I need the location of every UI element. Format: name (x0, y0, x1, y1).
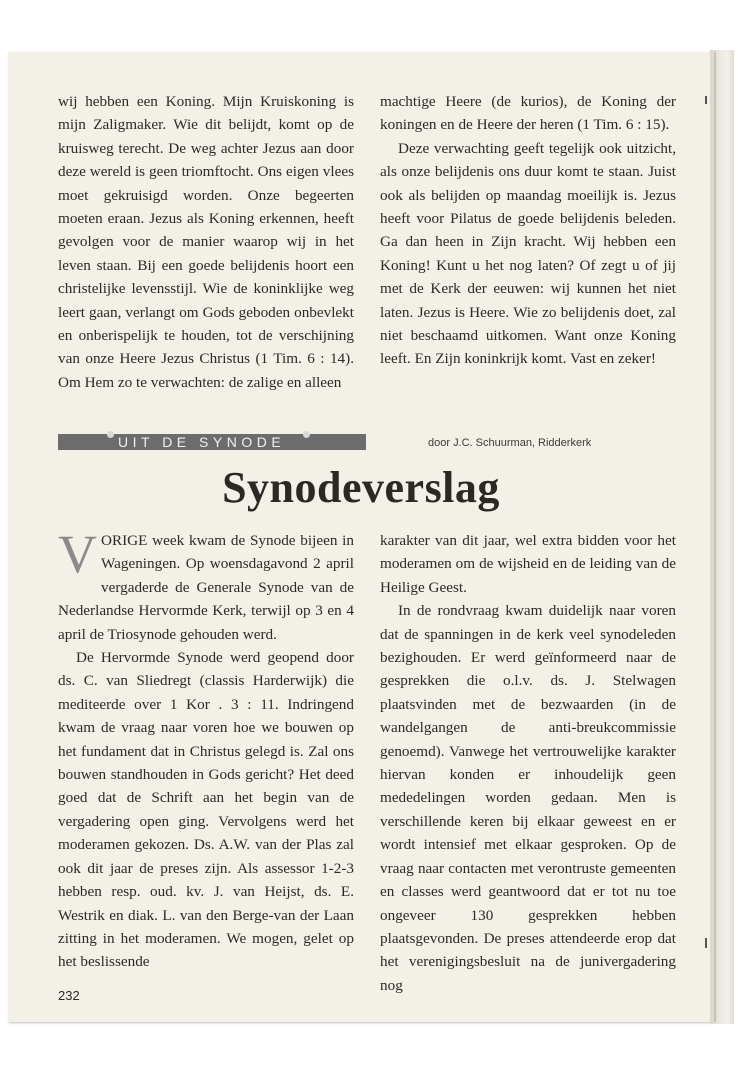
top-right-column (380, 90, 676, 371)
paragraph-text: ORIGE week kwam de Synode bijeen in Wageningen. Op woensdagavond 2 april vergaderde de Generale Synode van de Nederlandse Hervormde Kerk, terwijl op 3 en 4 april de Triosynode gehouden werd. (58, 532, 354, 643)
bottom-right-column (380, 529, 676, 997)
spine-mark (705, 96, 707, 104)
section-label: UIT DE SYNODE (118, 434, 286, 450)
decorative-dot (107, 431, 114, 438)
drop-cap: V (58, 524, 97, 584)
byline: door J.C. Schuurman, Ridderkerk (428, 437, 592, 449)
paragraph: wij hebben een Koning. Mijn Kruiskoning is mijn Zaligmaker. Wie dit belijdt, komt op de kruisweg terecht. De weg achter Jezus aan door deze wereld is geen triomftocht. Ons eigen vlees moet gekruisigd worden. Onze begeerten moeten eraan. Jezus als Koning erkennen, heeft gevolgen voor de manier waarop wij in het leven staan. Bij een goede belijdenis hoort een christelijke levensstijl. Wie de koninklijke weg leert gaan, verlangt om Gods geboden onbevlekt en onberispelijk te houden, tot de verschijning van onze Heere Jezus Christus (1 Tim. 6 : 14). Om Hem zo te verwachten: de zalige en alleen (58, 93, 354, 391)
paragraph: In de rondvraag kwam duidelijk naar voren dat de spanningen in de kerk veel synodeleden bezighouden. Er werd geïnformeerd naar de gesprekken die o.l.v. ds. J. Stelwagen plaatsvinden met de bezwaarden (in de wandelgangen de anti-breukcommissie genoemd). Vanwege het vertrouwelijke karakter hiervan konden er inhoudelijk geen mededelingen worden gedaan. Men is verschillende keren bij elkaar geweest en er wordt intensief met elkaar gesproken. Op de vraag naar contacten met verontruste gemeenten en classes werd geantwoord dat er tot nu toe ongeveer 130 gesprekken hebben plaatsgevonden. De preses attendeerde erop dat het verenigingsbesluit na de junivergadering nog (380, 602, 676, 994)
top-left-column (58, 90, 354, 394)
paragraph: Deze verwachting geeft tegelijk ook uitzicht, als onze belijdenis ons duur komt te staan. Juist ook als belijden op maandag moeilijk is. Jezus heeft voor Pilatus de goede belijdenis beleden. Ga dan heen in Zijn kracht. Wij hebben een Koning! Kunt u het nog laten? Of zegt u of jij met de Kerk der eeuwen: wij kunnen het niet laten. Jezus is Heere. Wie zo belijdenis doet, zal niet beschaamd uitkomen. Want onze Koning leeft. En Zijn koninkrijk komt. Vast en zeker! (380, 139, 676, 368)
spine-mark (705, 938, 707, 948)
spine-fold-line (714, 52, 716, 1022)
page-number: 232 (58, 988, 80, 1003)
paragraph: karakter van dit jaar, wel extra bidden voor het moderamen om de wijsheid en de leiding van de Heilige Geest. (380, 532, 676, 596)
paragraph-opening (58, 524, 354, 646)
article-headline: Synodeverslag (222, 463, 500, 512)
decorative-dot (303, 431, 310, 438)
bottom-left-column (58, 524, 354, 974)
paragraph: machtige Heere (de kurios), de Koning der koningen en de Heere der heren (1 Tim. 6 : 15). (380, 93, 676, 134)
paragraph: De Hervormde Synode werd geopend door ds. C. van Sliedregt (classis Harderwijk) die mediteerde over 1 Kor . 3 : 11. Indringend kwam de vraag naar voren hoe we bouwen op het fundament dat in Christus gelegd is. Zal ons bouwen standhouden in Gods gericht? Het deed goed dat de Schrift aan het begin van de vergadering open ging. Vervolgens werd het moderamen gekozen. Ds. A.W. van der Plas zal ook dit jaar de preses zijn. Als assessor 1-2-3 hebben resp. oud. kv. J. van Heijst, ds. E. Westrik en diak. L. van den Berge-van der Laan zitting in het moderamen. We mogen, gelet op het beslissende (58, 649, 354, 971)
